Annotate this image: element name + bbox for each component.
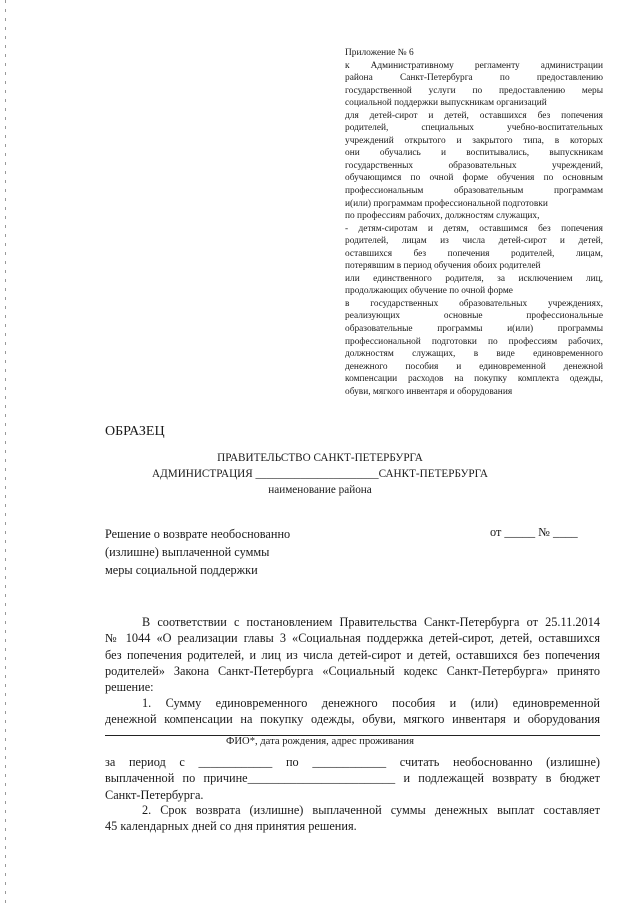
body-line: 45 календарных дней со дня принятия решения. xyxy=(105,819,357,834)
body-line: без попечения родителей, и лиц из числа детей-сирот и детей, оставшихся без попечения xyxy=(105,647,600,662)
appendix-line: профессиональным образовательным программам xyxy=(345,186,603,197)
appendix-line: денежного пособия и единовременной денежной xyxy=(345,361,603,372)
paragraph-basis xyxy=(105,614,600,695)
paragraph-item-1 xyxy=(105,695,600,728)
appendix-line: учреждений открытого и закрытого типа, в которых xyxy=(345,135,603,146)
appendix-line: профессиональной подготовки по профессиям рабочих, xyxy=(345,336,603,347)
paragraph-item-2 xyxy=(105,802,600,835)
body-line: № 1044 «О реализации главы 3 «Социальная поддержка детей-сирот, детей, оставшихся xyxy=(105,631,600,646)
appendix-line: социальной поддержки выпускникам организаций xyxy=(345,98,547,109)
appendix-line: оставшихся без попечения родителей, лицам, xyxy=(345,248,603,259)
body-line: решение: xyxy=(105,680,154,695)
appendix-header xyxy=(345,47,603,398)
appendix-line: района Санкт-Петербурга по предоставлению xyxy=(345,73,603,84)
body-line: 1. Сумму единовременного денежного пособия и (или) единовременной xyxy=(142,696,600,710)
appendix-line: в государственных образовательных учреждениях, xyxy=(345,298,603,309)
appendix-line: образовательные программы и(или) программы xyxy=(345,324,603,335)
appendix-line: продолжающих обучение по очной форме xyxy=(345,286,513,297)
body-line: 2. Срок возврата (излишне) выплаченной суммы денежных выплат составляет xyxy=(142,803,600,817)
appendix-line: обучающимся по очной форме обучения по основным xyxy=(345,173,603,184)
body-line: родителей» Закона Санкт-Петербурга «Социальный кодекс Санкт-Петербурга» принято xyxy=(105,663,600,678)
appendix-line: потерявшим в период обучения обоих родителей xyxy=(345,261,541,272)
appendix-line: обуви, мягкого инвентаря и оборудования xyxy=(345,386,513,397)
fio-caption: ФИО*, дата рождения, адрес проживания xyxy=(226,736,414,747)
body-line: за период с ____________ по ____________ считать необоснованно (излишне) xyxy=(105,755,600,769)
appendix-line: реализующих основные профессиональные xyxy=(345,311,603,322)
paragraph-period xyxy=(105,754,600,803)
date-number-field: от _____ № ____ xyxy=(490,525,578,539)
appendix-line: должностям служащих, в виде единовременного xyxy=(345,349,603,360)
decision-title-line: Решение о возврате необоснованно xyxy=(105,527,291,541)
appendix-line: к Административному регламенту администрации xyxy=(345,60,603,71)
appendix-line: они обучались и воспитывались, выпускникам xyxy=(345,148,603,159)
body-line: денежной компенсации на покупку одежды, обуви, мягкого инвентаря и оборудования xyxy=(105,712,600,727)
administration-line: АДМИНИСТРАЦИЯ ______________________САНКТ-ПЕТЕРБУРГА xyxy=(152,468,488,480)
body-line: В соответствии с постановлением Правительства Санкт-Петербурга от 25.11.2014 xyxy=(142,615,600,629)
appendix-line: родителей, специальных учебно-воспитательных xyxy=(345,123,603,134)
appendix-line: компенсации расходов на покупку комплекта одежды, xyxy=(345,374,603,385)
body-line: выплаченной по причине________________________ и подлежащей возврату в бюджет xyxy=(105,771,600,786)
decision-title-line: (излишне) выплаченной суммы xyxy=(105,545,270,559)
appendix-line: или единственного родителя, за исключением лиц, xyxy=(345,273,603,284)
appendix-line: государственных образовательных учреждений, xyxy=(345,160,603,171)
government-title: ПРАВИТЕЛЬСТВО САНКТ-ПЕТЕРБУРГА xyxy=(217,452,423,464)
appendix-line: по профессиям рабочих, должностям служащих, xyxy=(345,211,540,222)
decision-title xyxy=(105,525,290,579)
appendix-line: государственной услуги по предоставлению меры xyxy=(345,85,603,96)
decision-title-line: меры социальной поддержки xyxy=(105,563,258,577)
sample-label: ОБРАЗЕЦ xyxy=(105,424,165,439)
appendix-line: для детей-сирот и детей, оставшихся без попечения xyxy=(345,110,603,121)
appendix-line: - детям-сиротам и детям, оставшимся без попечения xyxy=(345,223,603,234)
body-line: Санкт-Петербурга. xyxy=(105,787,204,802)
district-caption: наименование района xyxy=(268,484,372,496)
appendix-line: родителей, лицам из числа детей-сирот и детей, xyxy=(345,236,603,247)
appendix-line: Приложение № 6 xyxy=(345,48,414,58)
appendix-line: и(или) программам профессиональной подготовки xyxy=(345,198,548,209)
